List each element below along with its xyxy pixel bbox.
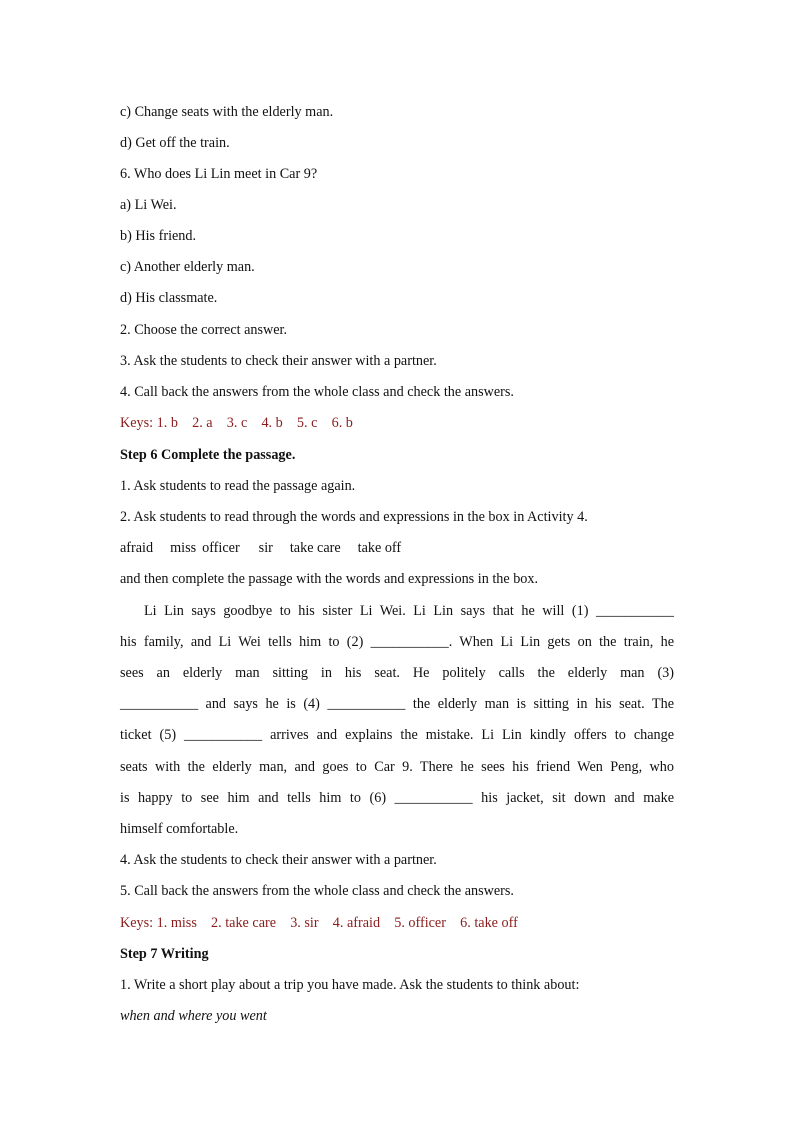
passage-line: his family, and Li Wei tells him to (2) ___________. When Li Lin gets on the train, he	[120, 634, 674, 650]
step5-instruction-2: 2. Choose the correct answer.	[120, 322, 288, 338]
step6-answer-keys: Keys: 1. miss 2. take care 3. sir 4. afraid 5. officer 6. take off	[120, 915, 518, 931]
step5-instruction-4: 4. Call back the answers from the whole class and check the answers.	[120, 384, 514, 400]
question-6: 6. Who does Li Lin meet in Car 9?	[120, 166, 318, 182]
q5-option-d: d) Get off the train.	[120, 135, 230, 151]
word-box-item: take care	[289, 540, 341, 556]
word-box-item: miss	[170, 540, 197, 556]
passage-line: is happy to see him and tells him to (6) ___________ his jacket, sit down and make	[120, 790, 674, 806]
step6-heading: Step 6 Complete the passage.	[120, 447, 296, 463]
passage-line: himself comfortable.	[120, 821, 239, 837]
word-box-item: officer	[202, 540, 240, 556]
word-box	[120, 537, 674, 559]
q6-option-d: d) His classmate.	[120, 290, 218, 306]
q5-option-c: c) Change seats with the elderly man.	[120, 104, 334, 120]
step5-answer-keys: Keys: 1. b 2. a 3. c 4. b 5. c 6. b	[120, 415, 353, 431]
passage-line: sees an elderly man sitting in his seat. He politely calls the elderly man (3)	[120, 665, 674, 681]
step6-instruction-1: 1. Ask students to read the passage again.	[120, 478, 356, 494]
step5-instruction-3: 3. Ask the students to check their answer with a partner.	[120, 353, 437, 369]
q6-option-a: a) Li Wei.	[120, 197, 177, 213]
step6-instruction-4: 4. Ask the students to check their answer with a partner.	[120, 852, 437, 868]
q6-option-b: b) His friend.	[120, 228, 197, 244]
passage-line: ticket (5) ___________ arrives and explains the mistake. Li Lin kindly offers to change	[120, 727, 674, 743]
passage-line: Li Lin says goodbye to his sister Li Wei. Li Lin says that he will (1) ___________	[144, 603, 674, 619]
word-box-item: afraid	[120, 540, 154, 556]
step6-instruction-2-continued: and then complete the passage with the words and expressions in the box.	[120, 571, 539, 587]
word-box-item: take off	[357, 540, 402, 556]
step6-instruction-5: 5. Call back the answers from the whole class and check the answers.	[120, 883, 514, 899]
step7-heading: Step 7 Writing	[120, 946, 209, 962]
step7-prompt-1: when and where you went	[120, 1008, 267, 1024]
word-box-item: sir	[258, 540, 273, 556]
step6-instruction-2: 2. Ask students to read through the words and expressions in the box in Activity 4.	[120, 509, 588, 525]
passage-line: ___________ and says he is (4) ___________ the elderly man is sitting in his seat. The	[120, 696, 674, 712]
q6-option-c: c) Another elderly man.	[120, 259, 255, 275]
passage-line: seats with the elderly man, and goes to Car 9. There he sees his friend Wen Peng, who	[120, 759, 674, 775]
step7-instruction-1: 1. Write a short play about a trip you have made. Ask the students to think about:	[120, 977, 580, 993]
